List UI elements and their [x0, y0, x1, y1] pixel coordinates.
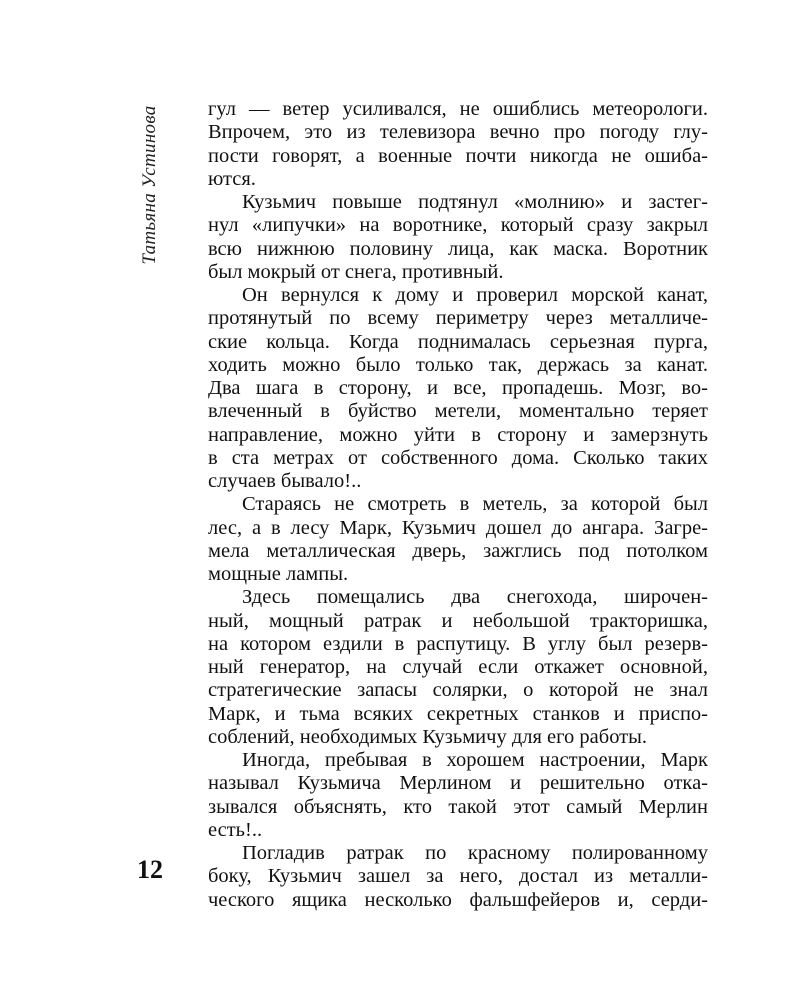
text-line: зывался объяснять, кто такой этот самый Мерлин	[208, 795, 708, 818]
text-line: лес, а в лесу Марк, Кузьмич дошел до ангара. Загре-	[208, 516, 708, 539]
text-line: Марк, и тьма всяких секретных станков и приспо-	[208, 702, 708, 725]
text-line: на котором ездили в распутицу. В углу был резерв-	[208, 632, 708, 655]
text-line: нул «липучки» на воротнике, который сразу закрыл	[208, 214, 708, 237]
text-line: Погладив ратрак по красному полированному	[242, 842, 708, 864]
text-line: мела металлическая дверь, зажглись под потолком	[208, 539, 708, 562]
text-line: пости говорят, а военные почти никогда не ошиба-	[208, 144, 708, 167]
text-line: ходить можно было только так, держась за канат.	[208, 353, 708, 376]
text-line: всю нижнюю половину лица, как маска. Воротник	[208, 237, 708, 260]
text-line: называл Кузьмича Мерлином и решительно отка-	[208, 772, 708, 795]
text-line: соблений, необходимых Кузьмичу для его работы.	[208, 725, 648, 748]
text-line: ный генератор, на случай если откажет основной,	[208, 656, 708, 678]
text-line: ческого ящика несколько фальшфейеров и, серди-	[208, 888, 708, 911]
text-line: ские кольца. Когда поднималась серьезная пурга,	[208, 330, 708, 353]
text-line: протянутый по всему периметру через металличе-	[208, 307, 708, 330]
body-text	[208, 98, 708, 912]
text-line: Кузьмич повыше подтянул «молнию» и застег-	[242, 191, 708, 213]
paragraph	[208, 493, 708, 586]
text-line: Здесь помещались два снегохода, широчен-	[242, 586, 708, 609]
text-line: Впрочем, это из телевизора вечно про погоду глу-	[208, 121, 708, 144]
text-line: стратегические запасы солярки, о которой не знал	[208, 679, 708, 702]
page-number: 12	[137, 855, 163, 884]
text-line: направление, можно уйти в сторону и замерзнуть	[208, 423, 708, 446]
paragraph	[208, 191, 708, 284]
paragraph	[208, 284, 708, 493]
text-line: ются.	[208, 167, 256, 190]
text-line: есть!..	[208, 818, 263, 841]
text-line: Иногда, пребывая в хорошем настроении, Марк	[242, 749, 708, 771]
text-line: Он вернулся к дому и проверил морской канат,	[242, 284, 708, 306]
text-line: боку, Кузьмич зашел за него, достал из металли-	[208, 865, 708, 888]
text-line: мощные лампы.	[208, 563, 349, 585]
text-line: случаев бывало!..	[208, 470, 362, 492]
paragraph	[208, 842, 708, 912]
text-line: гул — ветер усиливался, не ошиблись метеорологи.	[208, 98, 708, 120]
paragraph	[208, 749, 708, 842]
text-line: был мокрый от снега, противный.	[208, 260, 504, 283]
paragraph	[208, 586, 708, 749]
text-line: в ста метрах от собственного дома. Сколько таких	[208, 446, 708, 469]
text-line: влеченный в буйство метели, моментально теряет	[208, 400, 708, 423]
paragraph	[208, 98, 708, 191]
text-line: Два шага в сторону, и все, пропадешь. Мозг, во-	[208, 377, 708, 399]
running-head: Татьяна Устинова	[139, 105, 160, 265]
text-line: ный, мощный ратрак и небольшой тракторишка,	[208, 609, 708, 632]
text-line: Стараясь не смотреть в метель, за которой был	[242, 493, 708, 516]
